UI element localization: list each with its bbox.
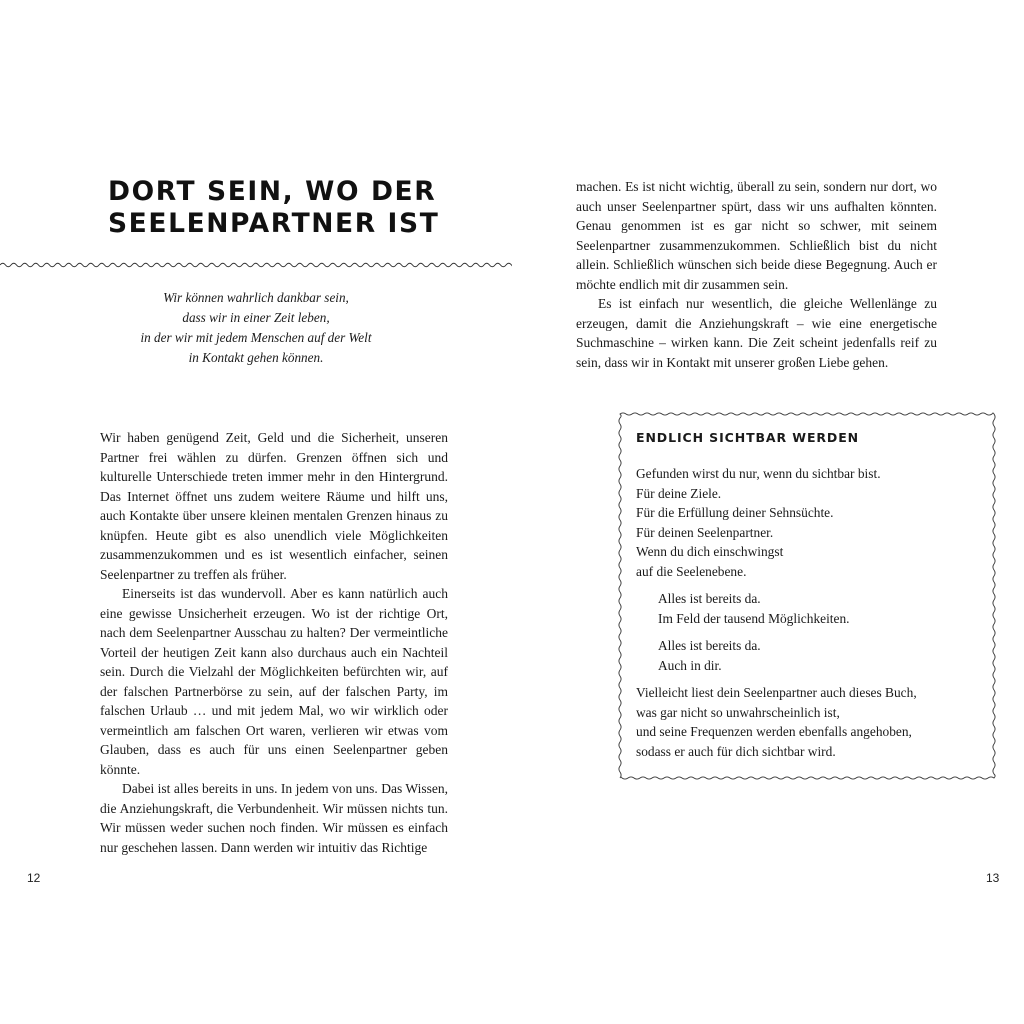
poem-line: Wenn du dich einschwingst <box>636 544 784 559</box>
epigraph-line: in Kontakt gehen können. <box>188 350 324 365</box>
epigraph-line: Wir können wahrlich dankbar sein, <box>163 290 349 305</box>
poem-line: Alles ist bereits da. <box>658 591 761 606</box>
poem-line: Für deinen Seelenpartner. <box>636 524 774 540</box>
left-body-text <box>100 428 448 857</box>
poem-line: Gefunden wirst du nur, wenn du sichtbar bist. <box>636 466 881 481</box>
poem-line: Für die Erfüllung deiner Sehnsüchte. <box>636 505 834 520</box>
epigraph-line: dass wir in einer Zeit leben, <box>182 310 330 325</box>
poem-line: Im Feld der tausend Möglichkeiten. <box>658 610 850 626</box>
chapter-title <box>108 176 508 240</box>
right-page <box>512 0 1024 1024</box>
poem-stanza <box>636 589 976 628</box>
poem-stanza <box>636 636 976 675</box>
poem-line: Für deine Ziele. <box>636 485 722 501</box>
chapter-title-line-1: DORT SEIN, WO DER <box>108 176 437 207</box>
chapter-title-line-2: SEELENPARTNER IST <box>108 208 440 239</box>
paragraph: Es ist einfach nur wesentlich, die gleiche Wellenlänge zu erzeugen, damit die Anziehungskraft – wie eine energetische Suchmaschine – wirken kann. Die Zeit scheint jedenfalls reif zu sein, dass wir in Kontakt mit unserer großen Liebe gehen. <box>576 296 937 370</box>
page-number-right: 13 <box>986 871 1000 885</box>
epigraph <box>100 288 412 368</box>
poem-line: was gar nicht so unwahrscheinlich ist, <box>636 704 840 720</box>
paragraph: machen. Es ist nicht wichtig, überall zu sein, sondern nur dort, wo auch unser Seelenpartner spürt, dass wir uns aufhalten könnten. Genau genommen ist es gar nicht so schwer, mit seinem Seelenpartner zusammenzukommen. Schließlich bist du nicht allein. Schließlich wünschen sich beide diese Begegnung. Auch er möchte endlich mit dir zusammen sein. <box>576 179 937 292</box>
info-box <box>636 426 976 769</box>
paragraph: Wir haben genügend Zeit, Geld und die Sicherheit, unseren Partner frei wählen zu dürfen. Grenzen öffnen sich und kulturelle Unterschiede treten immer mehr in den Hintergrund. Das Internet öffnet uns zudem weitere Räume und hilft uns, auch Kontakte über unsere kleinen mentalen Grenzen hinaus zu knüpfen. Heute gibt es also unendlich viele Möglichkeiten zusammenzukommen und es ist wesentlich einfacher, seinen Seelenpartner zu treffen als früher. <box>100 430 448 582</box>
wavy-divider <box>0 260 512 270</box>
poem-line: und seine Frequenzen werden ebenfalls angehoben, <box>636 724 912 739</box>
poem-line: sodass er auch für dich sichtbar wird. <box>636 743 836 759</box>
poem-line: Alles ist bereits da. <box>658 638 761 653</box>
paragraph: Dabei ist alles bereits in uns. In jedem von uns. Das Wissen, die Anziehungskraft, die Verbundenheit. Wir müssen nichts tun. Wir müssen weder suchen noch finden. Wir müssen es einfach nur geschehen lassen. Dann werden wir intuitiv das Richtige <box>100 781 448 855</box>
poem-line: auf die Seelenebene. <box>636 563 747 579</box>
poem-stanza <box>636 464 976 581</box>
poem-stanza <box>636 683 976 761</box>
epigraph-line: in der wir mit jedem Menschen auf der Welt <box>140 330 372 345</box>
info-box-heading: ENDLICH SICHTBAR WERDEN <box>636 430 860 445</box>
page-number-left: 12 <box>27 871 41 885</box>
paragraph: Einerseits ist das wundervoll. Aber es kann natürlich auch eine gewisse Unsicherheit erzeugen. Wo ist der richtige Ort, nach dem Seelenpartner Ausschau zu halten? Der vermeintliche Vorteil der heutigen Zeit kann also durchaus auch ein Nachteil sein. Durch die Vielzahl der Möglichkeiten befürchten wir, auf der falschen Partnerbörse zu sein, auf der falschen Party, im falschen Urlaub … und mit jedem Mal, wo wir wirklich oder vermeintlich am falschen Ort waren, verlieren wir etwas vom Glauben, dass es auch für uns einen Seelenpartner geben könnte. <box>100 586 448 777</box>
right-body-text <box>576 177 937 372</box>
poem-line: Auch in dir. <box>658 657 722 673</box>
poem-line: Vielleicht liest dein Seelenpartner auch dieses Buch, <box>636 685 917 700</box>
